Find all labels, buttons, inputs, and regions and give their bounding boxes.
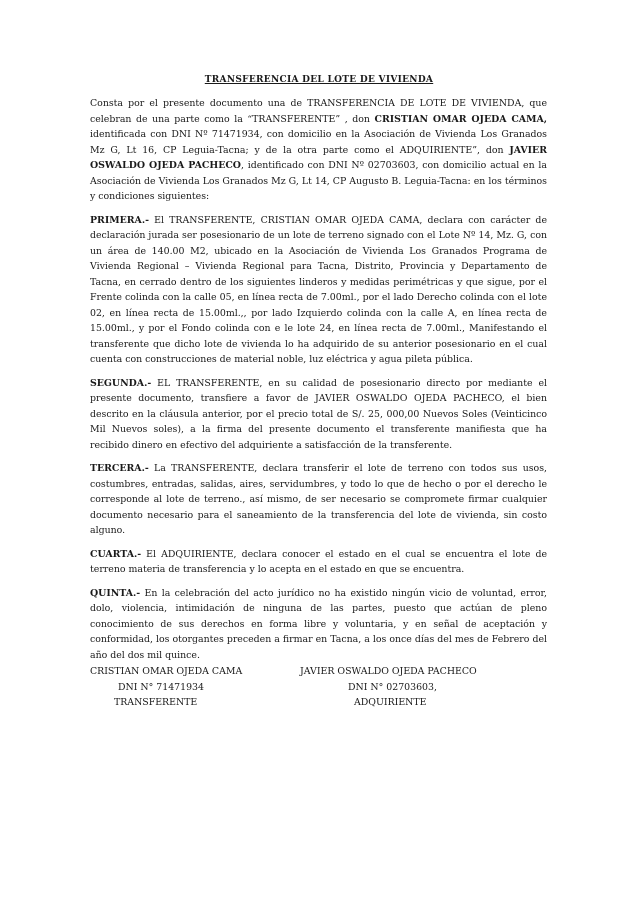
clause-label: TERCERA.- <box>90 463 149 474</box>
intro-text-1: Consta por el presente documento una de TRANSFERENCIA DE LOTE DE VIVIENDA, que celebran de una parte como la “TRANSFERENTE” , don <box>90 98 547 125</box>
signer-name: CRISTIAN OMAR OJEDA CAMA <box>90 666 243 677</box>
clause-primera <box>90 213 547 368</box>
clause-text: El TRANSFERENTE, CRISTIAN OMAR OJEDA CAMA, declara con carácter de declaración jurada ser posesionario de un lote de terreno signado con el Lote Nº 14, Mz. G, con un área de 140.00 M2, ubicado en la Asociación de Vivienda Los Granados Programa de Vivienda Regional – Vivienda Regional para Tacna, Distrito, Provincia y Departamento de Tacna, en cerrado dentro de los siguientes linderos y medidas perimétricas y que sigue, por el Frente colinda con la calle 05, en línea recta de 7.00ml., por el lado Derecho colinda con el lote 02, en línea recta de 15.00ml.,, por lado Izquierdo colinda con la calle A, en línea recta de 15.00ml., y por el Fondo colinda con e le lote 24, en línea recta de 7.00ml., Manifestando el transferente que dicho lote de vivienda lo ha adquirido de su anterior posesionario en el cual cuenta con construcciones de material noble, luz eléctrica y agua pileta pública. <box>90 214 547 365</box>
clause-cuarta <box>90 547 547 578</box>
clause-text: EL TRANSFERENTE, en su calidad de posesionario directo por mediante el presente documento, transfiere a favor de JAVIER OSWALDO OJEDA PACHECO, el bien descrito en la cláusula anterior, por el precio total de S/. 25, 000,00 Nuevos Soles (Veinticinco Mil Nuevos soles), a la firma del presente documento el transferente manifiesta que ha recibido dinero en efectivo del adquiriente a satisfacción de la transferente. <box>90 377 547 451</box>
clause-label: QUINTA.- <box>90 587 141 599</box>
clause-segunda <box>90 376 547 454</box>
document-title: TRANSFERENCIA DEL LOTE DE VIVIENDA <box>204 75 434 85</box>
clause-tercera <box>90 461 547 539</box>
clause-text: En la celebración del acto jurídico no ha existido ningún vicio de voluntad, error, dolo, violencia, intimidación de ninguna de las partes, puesto que actúan de pleno conocimiento de sus derechos en forma libre y voluntaria, y en señal de aceptación y conformidad, los otorgantes preceden a firmar en Tacna, a los once días del mes de Febrero del año del dos mil quince. <box>90 587 547 661</box>
intro-text-2: identificada con DNI Nº 71471934, con domicilio en la Asociación de Vivienda Los Granados Mz G, Lt 16, CP Leguia-Tacna; y de la otra parte como el ADQUIRIENTE”, don <box>90 129 547 156</box>
signature-block-adquiriente <box>300 664 540 711</box>
signer-role: ADQUIRIENTE <box>354 697 427 708</box>
signer-role: TRANSFERENTE <box>114 697 198 708</box>
clause-label: CUARTA.- <box>90 548 142 560</box>
document-body <box>90 96 547 671</box>
clause-label: PRIMERA.- <box>90 214 149 226</box>
adquiriente-name: JAVIER OSWALDO OJEDA PACHECO <box>90 144 547 171</box>
signer-dni: DNI N° 71471934 <box>118 681 204 693</box>
signature-block-transferente <box>90 664 290 711</box>
clause-label: SEGUNDA.- <box>90 377 152 389</box>
clause-text: El ADQUIRIENTE, declara conocer el estado en el cual se encuentra el lote de terreno materia de transferencia y lo acepta en el estado en que se encuentra. <box>90 548 547 575</box>
intro-text-3: , identificado con DNI Nº 02703603, con domicilio actual en la Asociación de Vivienda Los Granados Mz G, Lt 14, CP Augusto B. Leguia-Tacna: en los términos y condiciones siguientes: <box>90 160 547 202</box>
intro-paragraph <box>90 96 547 205</box>
signer-dni: DNI N° 02703603, <box>348 681 437 693</box>
clause-text: La TRANSFERENTE, declara transferir el lote de terreno con todos sus usos, costumbres, entradas, salidas, aires, servidumbres, y todo lo que de hecho o por el derecho le corresponde al lote de terreno., así mismo, de ser necesario se compromete firmar cualquier documento necesario para el saneamiento de la transferencia del lote de vivienda, sin costo alguno. <box>90 463 547 536</box>
clause-quinta <box>90 586 547 664</box>
signer-name: JAVIER OSWALDO OJEDA PACHECO <box>300 666 477 677</box>
transferente-name: CRISTIAN OMAR OJEDA CAMA, <box>374 113 547 125</box>
